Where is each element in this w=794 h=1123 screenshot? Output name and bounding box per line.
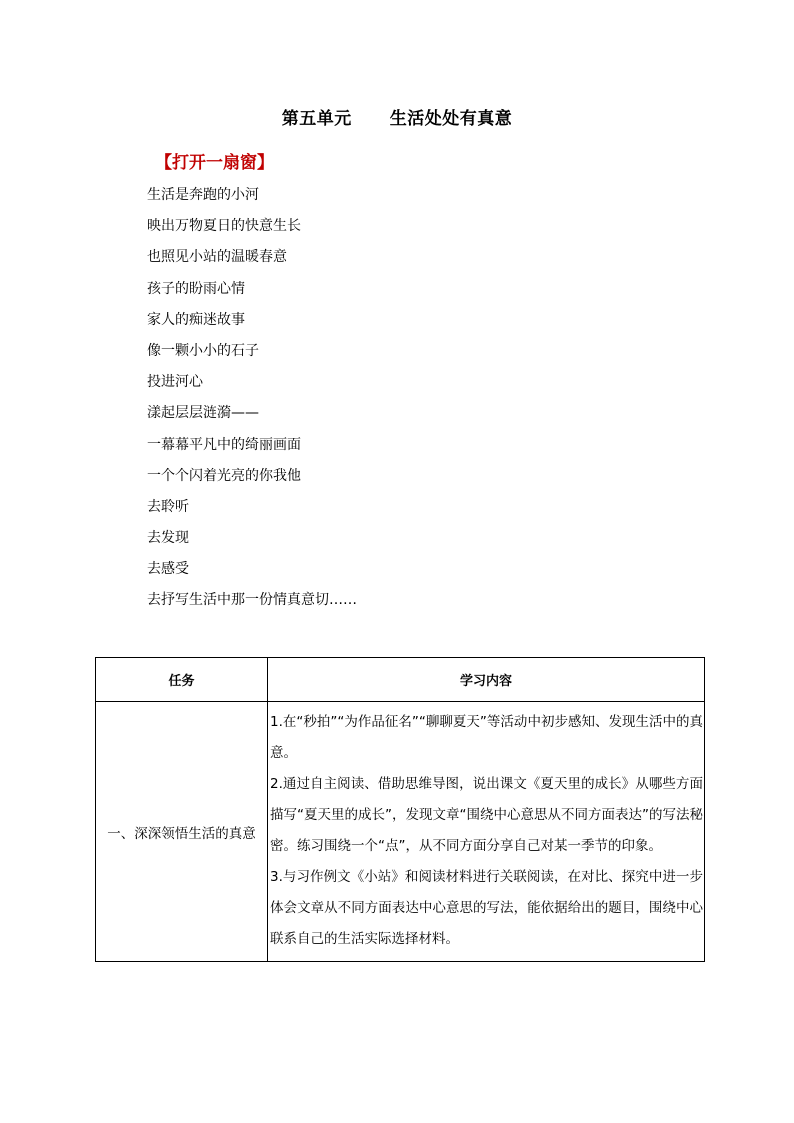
table-header-row [96,658,705,702]
poem-line: 去感受 [147,561,189,578]
task-table [95,657,705,962]
poem-line: 也照见小站的温暖春意 [147,249,287,266]
table-row [96,702,705,962]
poem-line: 去抒写生活中那一份情真意切…… [147,592,357,609]
poem [147,183,357,620]
poem-line: 一幕幕平凡中的绮丽画面 [147,436,301,453]
poem-line: 生活是奔跑的小河 [147,187,259,203]
poem-line: 映出万物夏日的快意生长 [147,218,301,235]
section-heading: 【打开一扇窗】 [155,153,274,173]
poem-line: 像一颗小小的石子 [147,342,259,359]
unit-label: 第五单元 [281,109,352,129]
poem-line: 一个个闪着光亮的你我他 [147,467,301,484]
page-title [0,104,794,129]
poem-line: 漾起层层涟漪—— [147,405,259,422]
poem-line: 去发现 [147,530,189,547]
task-content-cell [268,702,705,962]
poem-line: 去聆听 [147,498,189,515]
content-item: 3.与习作例文《小站》和阅读材料进行关联阅读，在对比、探究中进一步体会文章从不同方面表达中心意思的写法，能依据给出的题目，围绕中心联系自己的生活实际选择材料。 [270,869,703,947]
poem-line: 投进河心 [147,374,203,391]
content-item: 2.通过自主阅读、借助思维导图，说出课文《夏天里的成长》从哪些方面描写“夏天里的成长”，发现文章“围绕中心意思从不同方面表达”的写法秘密。练习围绕一个“点”，从不同方面分享自己对某一季节的印象。 [270,776,703,854]
poem-line: 家人的痴迷故事 [147,311,245,328]
header-task: 任务 [96,658,268,702]
poem-line: 孩子的盼雨心情 [147,280,245,297]
task-name-cell: 一、深深领悟生活的真意 [96,702,268,962]
header-content: 学习内容 [268,658,705,702]
content-item: 1.在“秒拍”“为作品征名”“聊聊夏天”等活动中初步感知、发现生活中的真意。 [270,714,703,761]
unit-theme: 生活处处有真意 [389,109,513,129]
